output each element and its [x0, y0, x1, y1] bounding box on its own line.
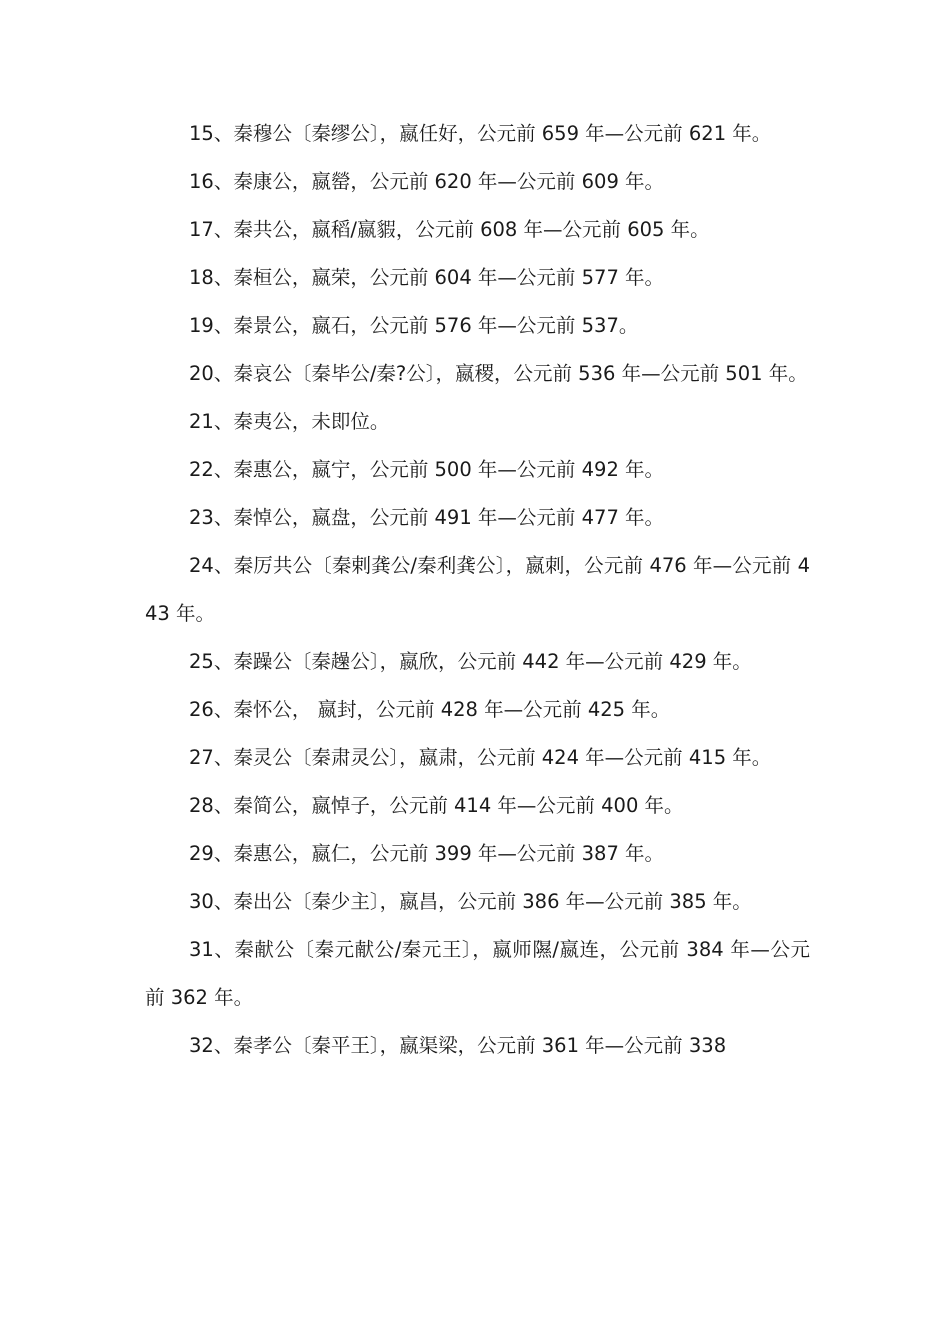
paragraph-21: 21、秦夷公，未即位。 — [189, 410, 390, 433]
paragraph-24: 24、秦厉共公〔秦剌龚公/秦利龚公〕，嬴刺，公元前 476 年—公元前 443 年。 — [145, 554, 810, 625]
paragraph-20: 20、秦哀公〔秦毕公/秦?公〕，嬴稷，公元前 536 年—公元前 501 年。 — [189, 362, 808, 385]
paragraph-26: 26、秦怀公， 嬴封，公元前 428 年—公元前 425 年。 — [189, 698, 671, 721]
paragraph-22: 22、秦惠公，嬴宁，公元前 500 年—公元前 492 年。 — [189, 458, 665, 481]
paragraph-31: 31、秦献公〔秦元献公/秦元王〕，嬴师隰/嬴连，公元前 384 年—公元前 362 年。 — [145, 938, 810, 1009]
paragraph-19: 19、秦景公，嬴石，公元前 576 年—公元前 537。 — [189, 314, 639, 337]
paragraph-23: 23、秦悼公，嬴盘，公元前 491 年—公元前 477 年。 — [189, 506, 665, 529]
paragraph-32: 32、秦孝公〔秦平王〕，嬴渠梁，公元前 361 年—公元前 338 — [189, 1034, 727, 1057]
paragraph-15: 15、秦穆公〔秦缪公〕，嬴任好，公元前 659 年—公元前 621 年。 — [189, 122, 772, 145]
paragraph-25: 25、秦躁公〔秦趮公〕，嬴欣，公元前 442 年—公元前 429 年。 — [189, 650, 752, 673]
paragraph-29: 29、秦惠公，嬴仁，公元前 399 年—公元前 387 年。 — [189, 842, 665, 865]
paragraph-30: 30、秦出公〔秦少主〕，嬴昌，公元前 386 年—公元前 385 年。 — [189, 890, 752, 913]
paragraph-28: 28、秦简公，嬴悼子，公元前 414 年—公元前 400 年。 — [189, 794, 684, 817]
paragraph-16: 16、秦康公，嬴罃，公元前 620 年—公元前 609 年。 — [189, 170, 665, 193]
paragraph-27: 27、秦灵公〔秦肃灵公〕，嬴肃，公元前 424 年—公元前 415 年。 — [189, 746, 772, 769]
paragraph-17: 17、秦共公，嬴稻/嬴貑，公元前 608 年—公元前 605 年。 — [189, 218, 710, 241]
document-body — [145, 110, 810, 1070]
paragraph-18: 18、秦桓公，嬴荣，公元前 604 年—公元前 577 年。 — [189, 266, 665, 289]
